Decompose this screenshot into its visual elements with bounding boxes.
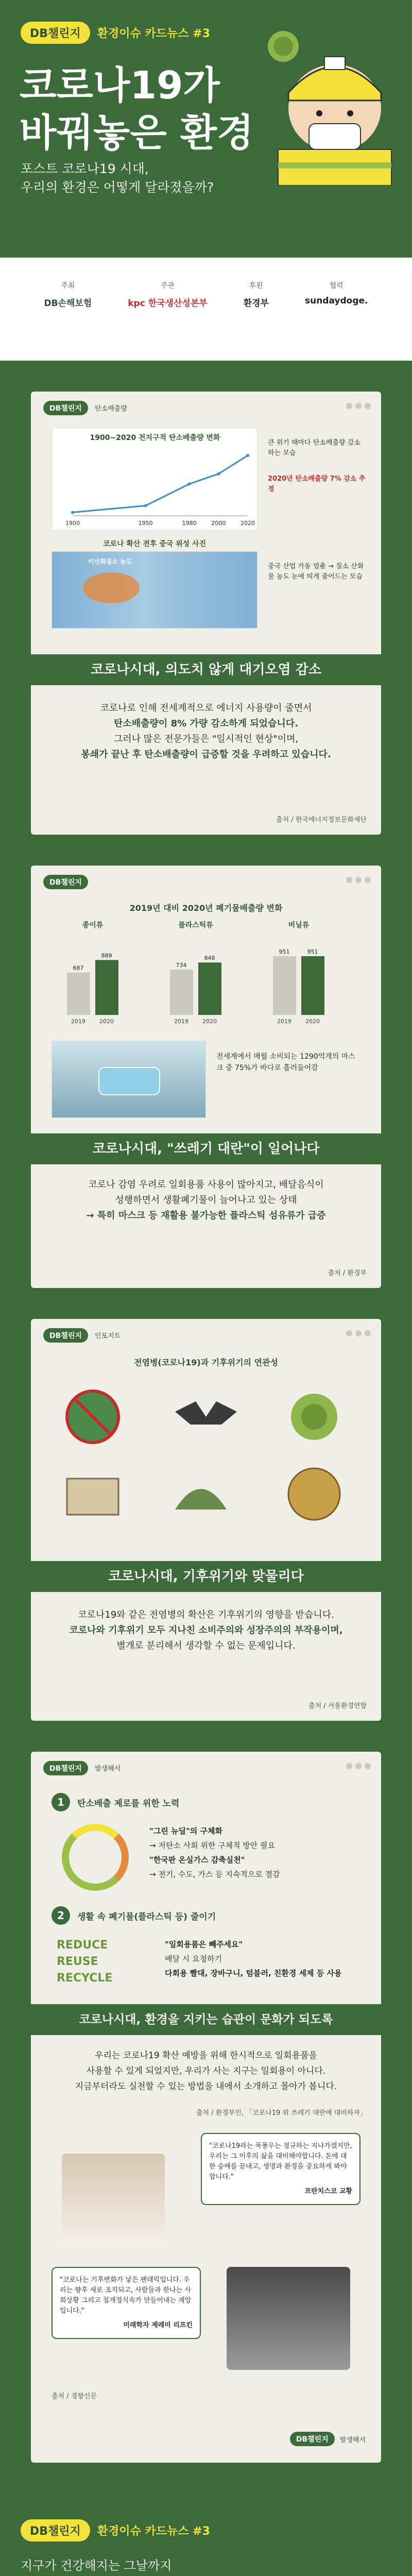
step-line: 배달 시 요청하기	[165, 1954, 222, 1963]
card-topic: 탄소배출량	[95, 405, 127, 413]
hero-series: 환경이슈 카드뉴스 #3	[97, 27, 210, 40]
waste-bar	[273, 956, 296, 1015]
mask-photo	[52, 1041, 206, 1118]
step-2-lines	[165, 1937, 366, 1980]
factory-icon	[67, 1479, 118, 1515]
card-credit: 출처 / 한국에너지정보문화재단	[276, 816, 367, 824]
card-band: 코로나시대, 기후위기와 맞물리다	[31, 1561, 381, 1592]
category-label: 비닐류	[288, 921, 310, 929]
bar-value-label: 848	[204, 955, 215, 962]
quote-bubble-2	[52, 2267, 201, 2339]
body-line: 코로나19와 같은 전염병의 확산은 기후위기의 영향을 받습니다.	[78, 1609, 334, 1620]
carbon-line-chart	[52, 444, 258, 531]
body-line: → 특히 마스크 등 재활용 불가능한 플라스틱 섬유류가 급증	[86, 1210, 326, 1221]
satellite-map	[52, 551, 258, 629]
bar-year-label: 2020	[202, 1018, 217, 1025]
hero-pill: DB챌린지	[21, 22, 90, 44]
quote-author: 프란치스코 교황	[304, 2188, 352, 2195]
hero-subtitle	[21, 160, 214, 197]
hero-sub-line1: 포스트 코로나19 시대,	[21, 161, 149, 176]
hero-title	[20, 62, 254, 157]
window-dots	[346, 1330, 371, 1336]
x-tick-label: 1900	[65, 520, 80, 527]
card-footer-tag	[290, 2432, 366, 2446]
bar-value-label: 889	[101, 952, 112, 959]
card-band: 코로나시대, "쓰레기 대란"이 일어나다	[31, 1133, 381, 1164]
category-label: 플라스틱류	[178, 921, 213, 929]
x-tick-label: 2000	[211, 520, 226, 527]
card-habits	[31, 1752, 381, 2463]
sponsor-item	[305, 280, 368, 309]
rifkin-photo	[227, 2267, 350, 2370]
mask-note: 전세계에서 매월 소비되는 1290억개의 마스크 중 75%가 바다로 흘러들어감	[216, 1053, 355, 1072]
card-topic: 발생해서	[339, 2436, 366, 2444]
step-2-title: 생활 속 폐기물(플라스틱 등) 줄이기	[77, 1912, 216, 1922]
bar-value-label: 687	[73, 964, 84, 972]
carbon-chart-title: 1900~2020 전지구적 탄소배출량 변화	[90, 434, 220, 442]
card-header	[31, 392, 381, 421]
step-1-number: 1	[52, 1793, 70, 1811]
x-tick-label: 2020	[241, 520, 255, 527]
bar-value-label: 734	[176, 961, 187, 969]
map-note: 중국 산업 가동 멈춤 → 질소 산화물 농도 눈에 띄게 줄어드는 모습	[268, 563, 364, 581]
sponsor-role: 주관	[160, 282, 175, 290]
carbon-note2: 2020년 탄소배출량 7% 감소 추정	[268, 475, 366, 493]
step-line: "한국판 온실가스 감축실천"	[149, 1855, 245, 1865]
body-line: 코로나 감염 우려로 일회용품 사용이 많아지고, 배달음식이	[88, 1179, 324, 1190]
bar-year-label: 2020	[99, 1018, 114, 1025]
footer-pill: DB챌린지	[21, 2519, 90, 2541]
hero-tagline	[21, 22, 210, 44]
bat-icon	[175, 1401, 237, 1425]
card-credit-2: 출처 / 경향신문	[52, 2393, 97, 2400]
animals-icon	[175, 1489, 227, 1510]
sponsor-bar	[0, 258, 412, 361]
sponsor-logo: DB손해보험	[44, 298, 92, 309]
carbon-point	[188, 482, 191, 485]
x-tick-label: 1950	[138, 520, 153, 527]
waste-bar-chart	[46, 917, 366, 1030]
footer-subtitle: 지구가 건강해지는 그날까지	[21, 2558, 172, 2573]
card-credit: 출처 / 서울환경연합	[308, 1702, 367, 1710]
hero-section	[0, 0, 412, 361]
climate-title: 전염병(코로나19)과 기후위기의 연관성	[134, 1358, 278, 1367]
carbon-point	[144, 504, 147, 507]
sponsor-item	[244, 280, 269, 309]
body-line: 별개로 분리해서 생각할 수 없는 문제입니다.	[116, 1640, 296, 1651]
card-body	[52, 701, 360, 762]
map-label: 이산화질소 농도	[88, 558, 132, 565]
card-credit: 출처 / 환경부	[328, 1269, 367, 1277]
sponsor-role: 협력	[329, 282, 344, 290]
hero-sub-line2: 우리의 환경은 어떻게 달라졌을까?	[21, 180, 214, 195]
step-line: "그린 뉴딜"의 구체화	[149, 1826, 222, 1836]
sponsor-logo: sundaydoge.	[304, 296, 368, 306]
sponsor-role: 후원	[249, 282, 263, 290]
bar-year-label: 2019	[174, 1018, 188, 1025]
quote-author: 미래학자 제레미 리프킨	[123, 2321, 193, 2329]
card-body	[52, 2048, 360, 2094]
step-1-title: 탄소배출 제로를 위한 노력	[77, 1799, 180, 1809]
step-2-number: 2	[52, 1906, 70, 1925]
mask-shape	[98, 1067, 160, 1095]
card-topic: 발생해서	[95, 1765, 121, 1773]
waste-bar	[95, 960, 118, 1015]
card-air	[31, 392, 381, 835]
card-credit: 출처 / 환경부인, 「코로나19 위 쓰레기 대란에 대비하자」	[196, 2109, 367, 2117]
card-header	[31, 1319, 381, 1349]
body-line: 그러나 많은 전문가들은 "일시적인 현상"이며,	[113, 734, 299, 744]
waste-bar	[301, 956, 324, 1015]
sponsor-item	[128, 280, 207, 309]
carbon-note1: 큰 위기 때마다 탄소배출량 감소하는 모습	[268, 439, 360, 457]
sick-planet-icon	[288, 1468, 340, 1520]
bar-year-label: 2019	[71, 1018, 85, 1025]
x-tick-label: 1980	[182, 520, 197, 527]
bar-year-label: 2019	[277, 1018, 291, 1025]
body-line: 우리는 코로나19 확산 예방을 위해 한시적으로 일회용품을	[95, 2050, 317, 2061]
waste-bar	[67, 973, 90, 1015]
pope-photo	[62, 2154, 165, 2246]
carbon-chart	[52, 428, 258, 531]
waste-chart-title: 2019년 대비 2020년 폐기물배출량 변화	[129, 903, 283, 913]
gauge-icon	[62, 1824, 129, 1891]
card-band: 코로나시대, 의도치 않게 대기오염 감소	[31, 654, 381, 685]
step-line: "일회용품은 빼주세요"	[165, 1940, 243, 1949]
carbon-point	[71, 511, 74, 514]
carbon-point	[217, 472, 220, 476]
card-topic: 인포지트	[95, 1332, 121, 1340]
sponsor-role: 주최	[61, 282, 75, 290]
carbon-series-line	[73, 455, 248, 513]
reduce-reuse-recycle-icon: REDUCE REUSE RECYCLE	[57, 1939, 113, 1985]
card-tag: DB챌린지	[43, 875, 88, 889]
bar-value-label: 951	[279, 948, 290, 955]
sponsor-row	[0, 280, 412, 309]
card-tag: DB챌린지	[43, 1328, 88, 1343]
card-waste	[31, 866, 381, 1288]
waste-bar	[170, 970, 193, 1015]
card-climate	[31, 1319, 381, 1721]
body-line: 코로나로 인해 전세계적으로 에너지 사용량이 줄면서	[100, 703, 312, 714]
body-line: 지금부터라도 실천할 수 있는 방법을 내에서 소개하고 몰아가 봅니다.	[75, 2081, 337, 2092]
sponsor-logo: 환경부	[243, 298, 269, 309]
quote-text: "코로나는 기후변화가 낳은 팬데믹입니다. 우리는 향후 새로 조직되고, 사람들과 한나는 사회상황 그리고 침개정식속가 만들어내는 재앙입니다."	[60, 2276, 192, 2315]
card-tag: DB챌린지	[290, 2432, 335, 2446]
card-tag: DB챌린지	[43, 401, 88, 415]
quote-text: "코로나19라는 폭풍우는 정규하는 지나가겠지만, 우리는 그 이후의 삶을 대비해야합니다. 돈에 대한 숭배를 끝내고, 생명과 환경을 중요하게 봐야 합니다."	[209, 2142, 352, 2181]
body-line: 사용할 수 있게 되었지만, 우리가 사는 지구는 일회용이 아니다.	[86, 2066, 326, 2076]
card-tag: DB챌린지	[43, 1761, 88, 1775]
category-label: 종이류	[82, 921, 104, 929]
body-line: 성행하면서 생활폐기물이 늘어나고 있는 상태	[115, 1195, 297, 1206]
step-line: → 전기, 수도, 가스 등 지속적으로 절감	[149, 1870, 280, 1879]
window-dots	[346, 403, 371, 409]
window-dots	[346, 1763, 371, 1769]
step-line: → 저탄소 사회 위한 구체적 방안 필요	[149, 1841, 276, 1850]
body-line: 탄소배출량이 8% 가량 감소하게 되었습니다.	[113, 718, 299, 729]
body-line: 코로나와 기후위기 모두 지나친 소비주의와 성장주의의 부작용이며,	[69, 1625, 343, 1636]
body-line: 봉쇄가 끝난 후 탄소배출량이 급증할 것을 우려하고 있습니다.	[81, 749, 331, 760]
climate-diagram	[46, 1376, 366, 1540]
footer-series: 환경이슈 카드뉴스 #3	[97, 2525, 210, 2538]
quote-bubble-1	[201, 2133, 360, 2205]
worker-illustration	[247, 31, 402, 185]
bar-value-label: 951	[307, 948, 318, 955]
sponsor-item	[44, 280, 92, 309]
sponsor-logo: kpc 한국생산성본부	[128, 298, 208, 309]
window-dots	[346, 877, 371, 883]
waste-bar	[198, 962, 221, 1015]
hero-title-line2: 바꿔놓은 환경	[20, 111, 254, 155]
card-body	[52, 1607, 360, 1654]
step-1-lines	[149, 1824, 366, 1882]
no2-hotspot	[83, 572, 140, 603]
card-band: 코로나시대, 환경을 지키는 습관이 문화가 되도록	[31, 2004, 381, 2035]
card-body	[52, 1177, 360, 1224]
bar-year-label: 2020	[305, 1018, 320, 1025]
footer-tagline	[21, 2519, 210, 2541]
carbon-point	[246, 454, 249, 457]
hero-title-line1: 코로나19가	[20, 63, 220, 108]
card-header	[31, 1752, 381, 1782]
step-line: 다회용 빨대, 장바구니, 텀블러, 친환경 세제 등 사용	[165, 1969, 342, 1978]
card-header	[31, 866, 381, 895]
map-title: 코로나 확산 전후 중국 위성 사진	[102, 540, 207, 548]
